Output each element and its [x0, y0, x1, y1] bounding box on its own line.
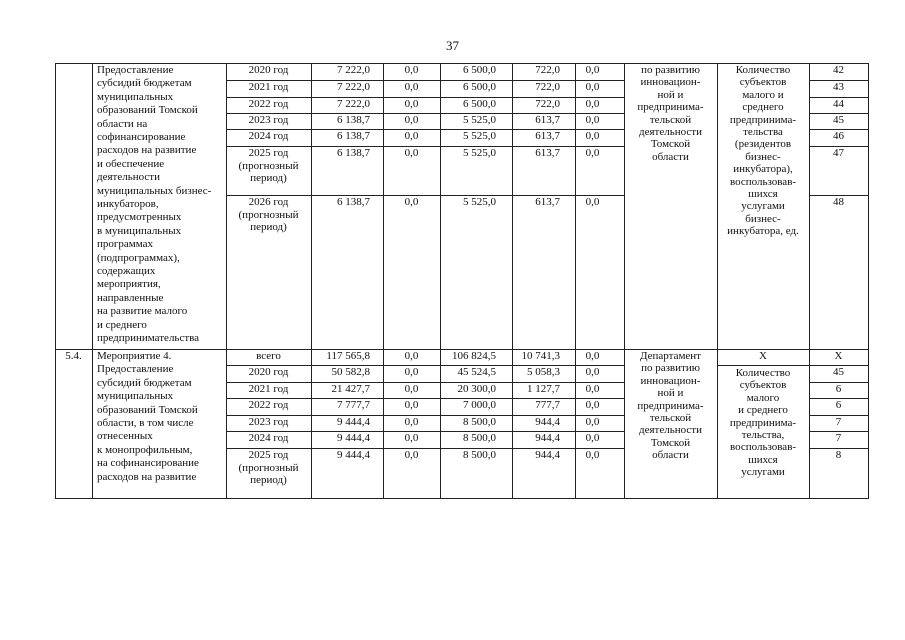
amount-other: 0,0 — [585, 449, 600, 461]
executor-text: ной и — [657, 387, 684, 400]
amount-other: 0,0 — [585, 196, 600, 208]
table-hline — [55, 498, 869, 499]
amount-other: 0,0 — [585, 64, 600, 76]
amount-federal: 0,0 — [404, 416, 419, 428]
amount-regional: 6 500,0 — [463, 98, 496, 110]
year-cell: 2020 год — [248, 366, 289, 378]
amount-local: 613,7 — [535, 114, 560, 126]
year-cell: 2022 год — [248, 399, 289, 411]
indicator-text: Количество — [735, 367, 791, 379]
measure-description: (подпрограммах), — [97, 251, 180, 264]
year-cell: (прогнозный — [238, 159, 299, 172]
amount-regional: 5 525,0 — [463, 147, 496, 159]
measure-description: софинансирование — [97, 131, 186, 143]
executor-text: предпринима- — [637, 101, 704, 114]
amount-federal: 0,0 — [404, 399, 419, 411]
measure-description: и обеспечение — [97, 157, 165, 170]
measure-description: предусмотренных — [97, 211, 182, 224]
indicator-code: 6 — [835, 383, 842, 395]
measure-description: образований Томской — [97, 403, 198, 416]
indicator-text: бизнес- — [745, 212, 781, 225]
amount-regional: 45 524,5 — [457, 366, 496, 378]
measure-description: субсидий бюджетам — [97, 376, 192, 389]
indicator-code: 48 — [833, 196, 844, 208]
year-cell: период) — [250, 221, 287, 233]
indicator-code: 43 — [833, 81, 844, 93]
year-cell: всего — [256, 350, 281, 362]
amount-other: 0,0 — [585, 350, 600, 362]
amount-regional: 8 500,0 — [463, 432, 496, 444]
amount-total: 7 222,0 — [337, 98, 370, 110]
indicator-text: воспользовав- — [729, 175, 797, 188]
table-vline — [55, 63, 56, 499]
amount-regional: 106 824,5 — [452, 350, 496, 362]
indicator-text: инкубатора), — [733, 163, 793, 176]
executor-text: по развитию — [641, 362, 700, 375]
indicator-text: тельства, — [741, 429, 785, 441]
amount-federal: 0,0 — [404, 147, 419, 159]
measure-description: муниципальных — [97, 90, 174, 103]
amount-local: 1 127,7 — [527, 383, 560, 395]
amount-total: 9 444,4 — [337, 449, 370, 461]
year-cell: 2020 год — [248, 64, 289, 76]
amount-local: 722,0 — [535, 98, 560, 110]
indicator-text: тельства — [743, 126, 783, 138]
measure-description: мероприятия, — [97, 278, 161, 291]
measure-description: Предоставление — [97, 64, 174, 76]
indicator-text: субъектов — [739, 76, 787, 89]
amount-federal: 0,0 — [404, 64, 419, 76]
measure-description: области на — [97, 117, 148, 130]
amount-total: 9 444,4 — [337, 416, 370, 428]
amount-regional: 7 000,0 — [463, 399, 496, 411]
amount-local: 5 058,3 — [527, 366, 560, 378]
amount-local: 613,7 — [535, 147, 560, 159]
indicator-text: воспользовав- — [729, 441, 797, 454]
executor-text: деятельности — [639, 126, 702, 138]
indicator-text: (резидентов — [734, 138, 792, 151]
indicator-text: инкубатора, ед. — [727, 225, 799, 238]
amount-other: 0,0 — [585, 383, 600, 395]
year-cell: период) — [250, 172, 287, 184]
measure-description: на развитие малого — [97, 305, 188, 318]
indicator-text: малого и — [742, 88, 784, 101]
amount-local: 613,7 — [535, 130, 560, 142]
year-cell: 2023 год — [248, 114, 289, 126]
measure-description: предпринимательства — [97, 332, 200, 344]
year-cell: 2023 год — [248, 416, 289, 428]
indicator-code: 8 — [835, 449, 842, 461]
indicator-text: Количество — [735, 64, 791, 76]
indicator-text: малого — [746, 391, 780, 404]
amount-total: 9 444,4 — [337, 432, 370, 444]
indicator-text: шихся — [748, 188, 778, 200]
measure-description: области, в том числе — [97, 417, 194, 429]
measure-description: Предоставление — [97, 363, 174, 376]
code-x: X — [834, 350, 843, 362]
amount-federal: 0,0 — [404, 130, 419, 142]
year-cell: 2022 год — [248, 98, 289, 110]
item-number: 5.4. — [65, 350, 82, 362]
amount-local: 944,4 — [535, 416, 560, 428]
table-hline — [717, 365, 810, 366]
indicator-text: бизнес- — [745, 150, 781, 163]
measure-description: отнесенных — [97, 430, 153, 443]
amount-local: 944,4 — [535, 449, 560, 461]
indicator-code: 44 — [833, 98, 844, 110]
executor-text: тельской — [649, 113, 692, 126]
executor-text: инновацион- — [640, 76, 701, 89]
indicator-code: 7 — [835, 432, 842, 444]
amount-federal: 0,0 — [404, 98, 419, 110]
year-cell: 2021 год — [248, 383, 289, 395]
executor-text: деятельности — [639, 424, 702, 437]
measure-description: деятельности — [97, 171, 160, 184]
amount-total: 7 222,0 — [337, 81, 370, 93]
measure-description: направленные — [97, 291, 164, 304]
amount-federal: 0,0 — [404, 383, 419, 395]
measure-description: на софинансирование — [97, 457, 199, 470]
amount-other: 0,0 — [585, 98, 600, 110]
amount-regional: 6 500,0 — [463, 64, 496, 76]
amount-other: 0,0 — [585, 114, 600, 126]
indicator-code: 6 — [835, 399, 842, 411]
amount-federal: 0,0 — [404, 114, 419, 126]
amount-regional: 5 525,0 — [463, 114, 496, 126]
amount-federal: 0,0 — [404, 350, 419, 362]
measure-description: инкубаторов, — [97, 198, 159, 210]
amount-federal: 0,0 — [404, 196, 419, 208]
amount-other: 0,0 — [585, 81, 600, 93]
amount-total: 7 777,7 — [337, 399, 370, 411]
measure-description: муниципальных — [97, 390, 174, 403]
indicator-text: и среднего — [738, 404, 788, 417]
indicator-code: 46 — [833, 130, 844, 142]
measure-description: и среднего — [97, 318, 147, 331]
year-cell: период) — [250, 474, 287, 486]
page-number: 37 — [446, 38, 459, 53]
indicator-text: субъектов — [739, 379, 787, 392]
amount-total: 6 138,7 — [337, 147, 370, 159]
measure-description: образований Томской — [97, 104, 198, 117]
amount-local: 722,0 — [535, 64, 560, 76]
amount-local: 613,7 — [535, 196, 560, 208]
measure-description: расходов на развитие — [97, 144, 197, 157]
amount-federal: 0,0 — [404, 432, 419, 444]
indicator-text: услугами — [741, 466, 785, 479]
amount-regional: 5 525,0 — [463, 196, 496, 208]
amount-federal: 0,0 — [404, 366, 419, 378]
amount-total: 50 582,8 — [331, 366, 370, 378]
amount-regional: 5 525,0 — [463, 130, 496, 142]
year-cell: 2025 год — [248, 147, 289, 159]
indicator-code: 42 — [833, 64, 844, 76]
amount-total: 7 222,0 — [337, 64, 370, 76]
year-cell: 2024 год — [248, 432, 289, 444]
amount-local: 10 741,3 — [521, 350, 560, 362]
executor-text: Департамент — [639, 350, 701, 362]
measure-description: к монопрофильным, — [97, 443, 193, 456]
year-cell: (прогнозный — [238, 208, 299, 221]
indicator-text: предпринима- — [729, 416, 797, 429]
year-cell: 2021 год — [248, 81, 289, 93]
executor-text: Томской — [650, 436, 691, 449]
amount-federal: 0,0 — [404, 81, 419, 93]
amount-total: 6 138,7 — [337, 114, 370, 126]
indicator-text: шихся — [748, 453, 778, 466]
measure-description: субсидий бюджетам — [97, 77, 192, 90]
amount-total: 6 138,7 — [337, 196, 370, 208]
amount-other: 0,0 — [585, 130, 600, 142]
amount-regional: 6 500,0 — [463, 81, 496, 93]
indicator-text: среднего — [742, 101, 784, 114]
amount-other: 0,0 — [585, 432, 600, 444]
amount-other: 0,0 — [585, 416, 600, 428]
amount-local: 777,7 — [535, 399, 560, 411]
amount-local: 722,0 — [535, 81, 560, 93]
amount-other: 0,0 — [585, 366, 600, 378]
executor-text: предпринима- — [637, 399, 704, 412]
program-table — [55, 62, 868, 500]
measure-description: содержащих — [97, 265, 156, 277]
indicator-code: 47 — [833, 147, 844, 159]
amount-total: 21 427,7 — [331, 383, 370, 395]
executor-text: Томской — [650, 138, 691, 151]
year-cell: 2025 год — [248, 449, 289, 461]
amount-regional: 8 500,0 — [463, 449, 496, 461]
indicator-code: 7 — [835, 416, 842, 428]
indicator-text: услугами — [741, 200, 785, 213]
indicator-code: 45 — [833, 366, 844, 378]
indicator-text: предпринима- — [729, 113, 797, 126]
executor-text: ной и — [657, 88, 684, 101]
year-cell: 2026 год — [248, 196, 289, 208]
amount-regional: 8 500,0 — [463, 416, 496, 428]
executor-text: инновацион- — [640, 374, 701, 387]
measure-description: в муниципальных — [97, 224, 182, 237]
amount-regional: 20 300,0 — [457, 383, 496, 395]
measure-description: Мероприятие 4. — [97, 350, 172, 362]
indicator-code: 45 — [833, 114, 844, 126]
executor-text: тельской — [649, 412, 692, 424]
executor-text: по развитию — [641, 64, 700, 76]
amount-other: 0,0 — [585, 399, 600, 411]
amount-local: 944,4 — [535, 432, 560, 444]
amount-other: 0,0 — [585, 147, 600, 159]
indicator-x: X — [759, 350, 767, 362]
amount-total: 6 138,7 — [337, 130, 370, 142]
measure-description: муниципальных бизнес- — [97, 184, 212, 197]
measure-description: программах — [97, 238, 154, 251]
measure-description: расходов на развитие — [97, 470, 197, 483]
executor-text: области — [652, 150, 689, 163]
year-cell: 2024 год — [248, 130, 289, 142]
amount-total: 117 565,8 — [326, 350, 370, 362]
executor-text: области — [652, 449, 689, 462]
table-vline — [92, 63, 93, 499]
amount-federal: 0,0 — [404, 449, 419, 461]
year-cell: (прогнозный — [238, 461, 299, 474]
